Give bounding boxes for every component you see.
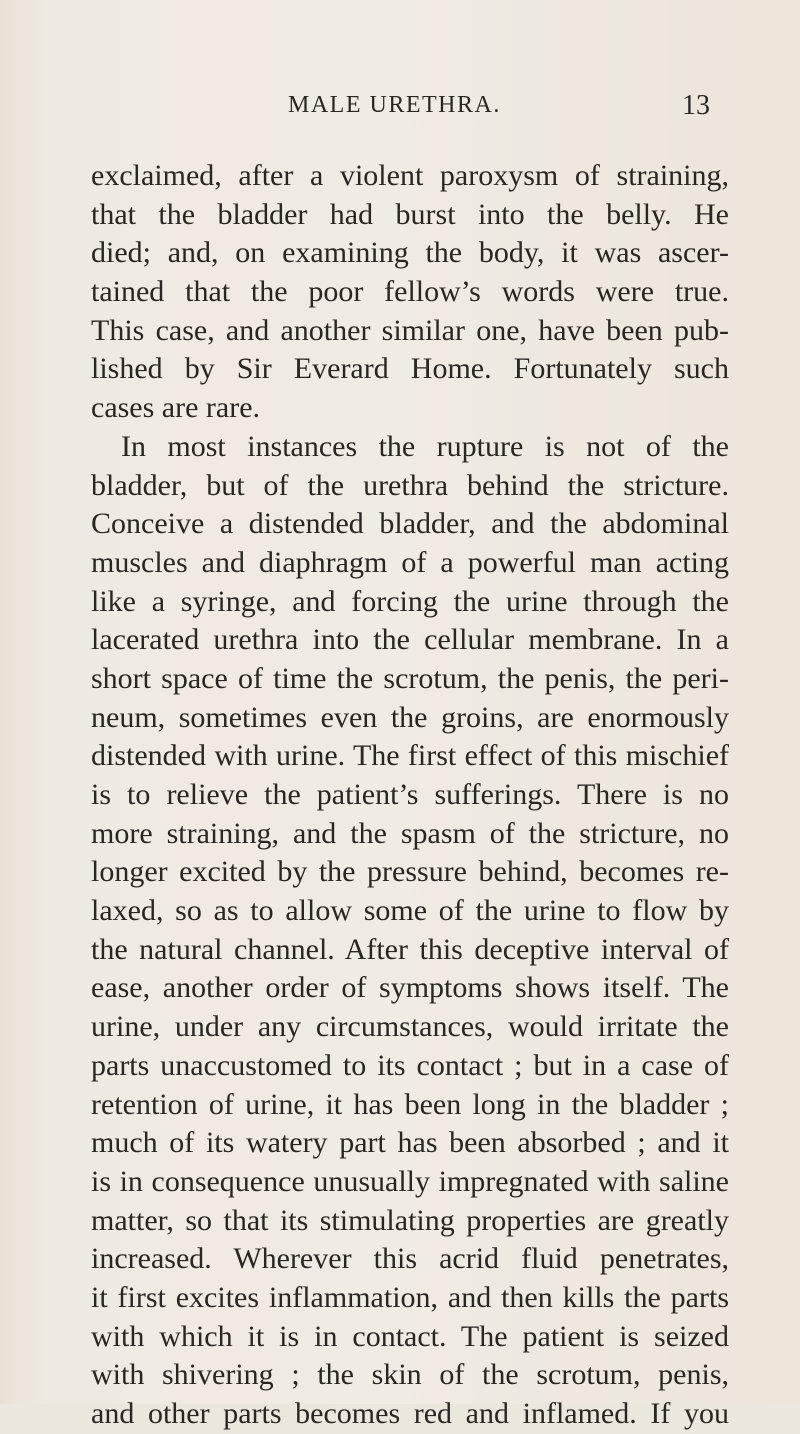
text-line: This case, and another similar one, have been pub- [91, 313, 729, 347]
text-line: exclaimed, after a violent paroxysm of straining, [91, 159, 729, 192]
text-line: lished by Sir Everard Home. Fortunately such [91, 352, 729, 386]
text-line: the natural channel. After this deceptive interval of [91, 932, 729, 966]
text-line: like a syringe, and forcing the urine through the [91, 584, 729, 618]
body-text [91, 157, 729, 1434]
text-line: muscles and diaphragm of a powerful man acting [91, 545, 729, 579]
text-line: with which it is in contact. The patient is seized [91, 1319, 729, 1353]
text-line: died; and, on examining the body, it was ascer- [91, 236, 729, 270]
text-line: is to relieve the patient’s sufferings. There is no [91, 778, 729, 811]
text-line: lacerated urethra into the cellular membrane. In a [91, 623, 729, 657]
text-line: retention of urine, it has been long in the bladder ; [91, 1087, 729, 1121]
text-line: increased. Wherever this acrid fluid penetrates, [91, 1242, 729, 1276]
page-number: 13 [682, 90, 710, 121]
text-line: longer excited by the pressure behind, becomes re- [91, 855, 729, 889]
text-line: neum, sometimes even the groins, are enormously [91, 700, 729, 734]
text-line: short space of time the scrotum, the penis, the peri- [91, 661, 729, 695]
text-line: urine, under any circumstances, would irritate the [91, 1010, 729, 1044]
text-line: with shivering ; the skin of the scrotum, penis, [91, 1358, 729, 1392]
text-line: matter, so that its stimulating properties are greatly [91, 1203, 729, 1237]
text-line: laxed, so as to allow some of the urine to flow by [91, 894, 729, 928]
text-line: bladder, but of the urethra behind the stricture. [91, 468, 729, 502]
text-line: that the bladder had burst into the belly. He [91, 197, 729, 231]
text-line: distended with urine. The first effect of this mischief [91, 739, 729, 773]
text-line: ease, another order of symptoms shows itself. The [91, 971, 729, 1005]
text-line: much of its watery part has been absorbed ; and it [91, 1126, 729, 1160]
text-line: and other parts becomes red and inflamed. If you [91, 1397, 729, 1430]
text-line: tained that the poor fellow’s words were true. [91, 275, 729, 309]
text-line: more straining, and the spasm of the stricture, no [91, 816, 729, 850]
text-line: In most instances the rupture is not of the [121, 429, 729, 463]
text-line: Conceive a distended bladder, and the abdominal [91, 507, 729, 541]
text-line: parts unaccustomed to its contact ; but in a case of [91, 1048, 729, 1082]
running-head-title: MALE URETHRA. [288, 92, 501, 118]
text-line: is in consequence unusually impregnated with saline [91, 1164, 729, 1198]
text-line: it first excites inflammation, and then kills the parts [91, 1280, 729, 1314]
running-head [0, 92, 800, 132]
text-line: cases are rare. [91, 391, 261, 425]
